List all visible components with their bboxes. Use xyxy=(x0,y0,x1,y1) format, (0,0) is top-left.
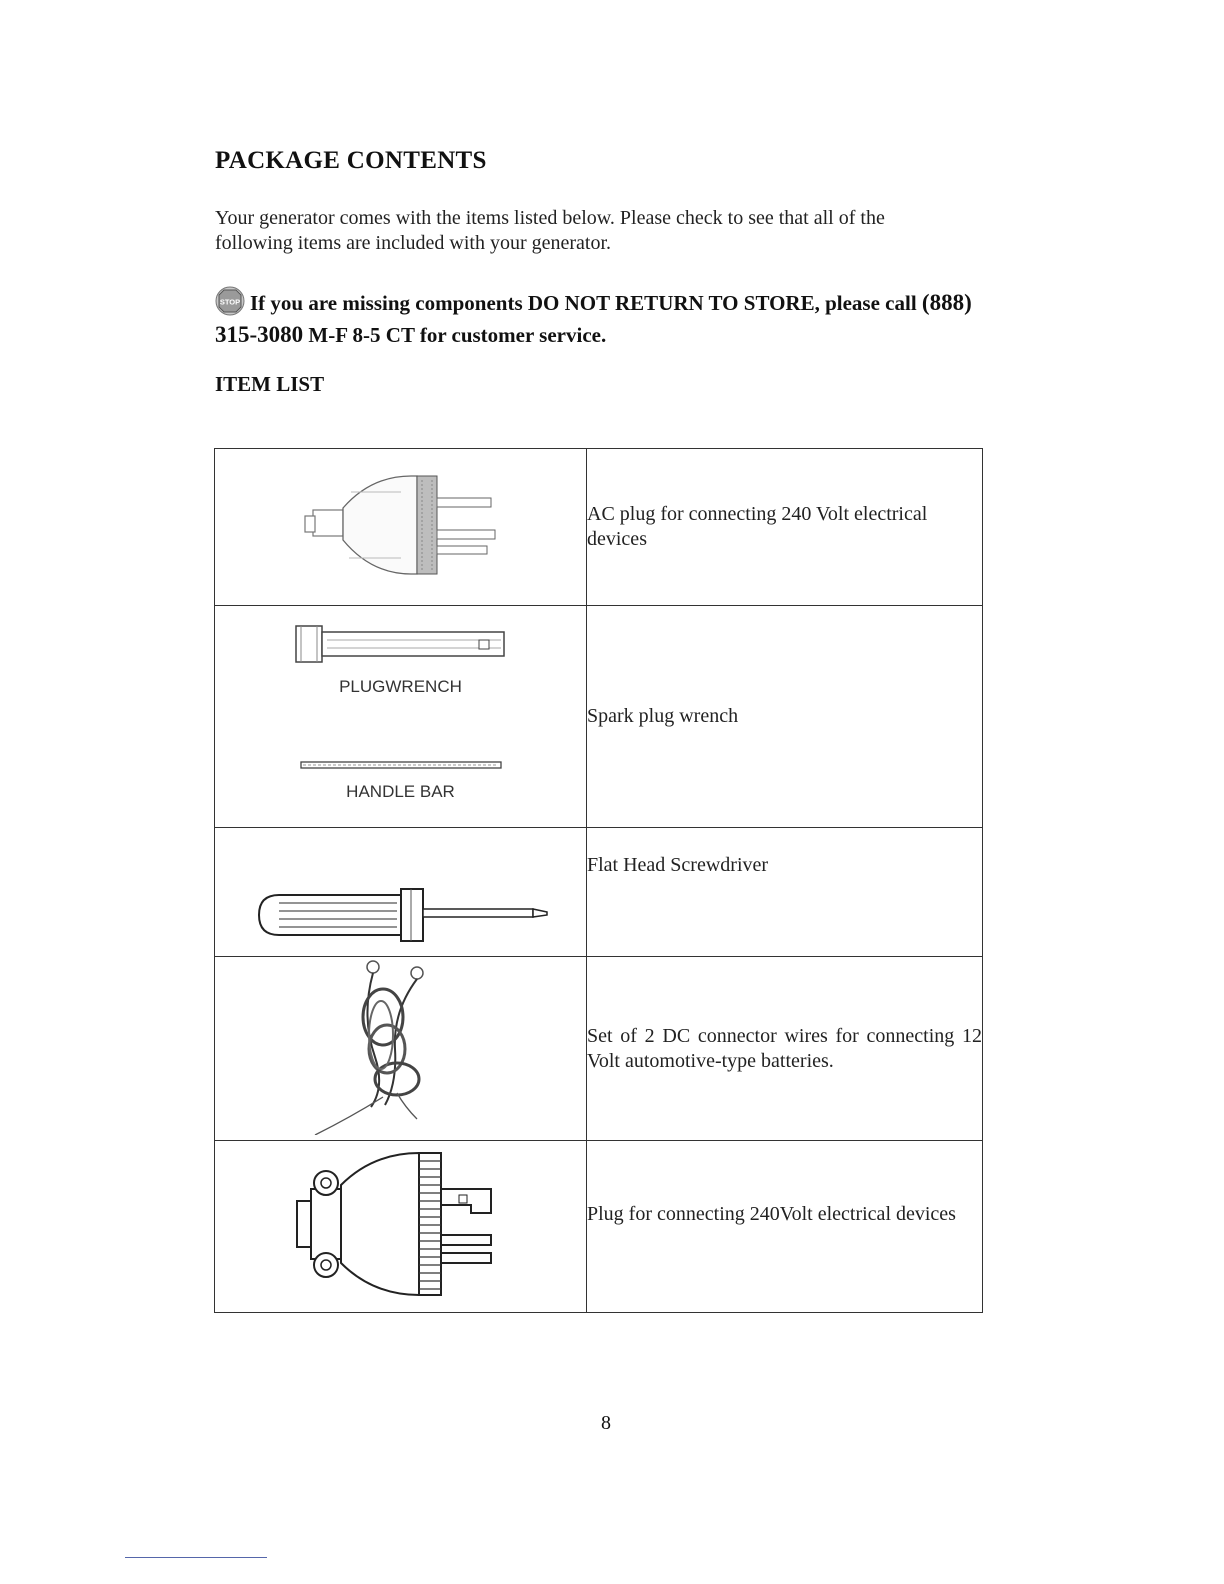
item-description-cell xyxy=(587,606,983,828)
table-row xyxy=(215,449,983,606)
item-image-cell xyxy=(215,957,587,1141)
table-row xyxy=(215,828,983,957)
warning-phone-a: (888) xyxy=(921,290,972,315)
item-description: AC plug for connecting 240 Volt electrical devices xyxy=(587,503,928,550)
item-image-cell xyxy=(215,449,587,606)
plug-240v-icon xyxy=(291,1149,511,1299)
intro-paragraph xyxy=(215,206,995,256)
item-description-cell xyxy=(587,449,983,606)
item-list-table xyxy=(214,448,983,1313)
intro-line-2: following items are included with your generator. xyxy=(215,232,612,254)
item-image-cell xyxy=(215,828,587,957)
svg-text:STOP: STOP xyxy=(219,297,241,307)
item-description: Flat Head Screwdriver xyxy=(587,854,769,876)
item-description: Set of 2 DC connector wires for connecting 12 Volt automotive-type batteries. xyxy=(587,1024,982,1072)
screwdriver-icon xyxy=(251,885,551,945)
page-number: 8 xyxy=(601,1412,611,1434)
plug-wrench-caption: PLUGWRENCH xyxy=(339,677,462,696)
dc-wires-icon xyxy=(301,957,501,1135)
item-image-cell xyxy=(215,606,587,828)
plug-wrench-icon xyxy=(291,620,511,668)
item-description-cell xyxy=(587,957,983,1141)
item-description: Plug for connecting 240Volt electrical devices xyxy=(587,1203,956,1225)
item-list-title: ITEM LIST xyxy=(215,372,325,396)
handle-bar-caption: HANDLE BAR xyxy=(346,782,455,801)
handle-bar-icon xyxy=(291,755,511,775)
page-title: PACKAGE CONTENTS xyxy=(215,147,487,174)
item-description-cell xyxy=(587,1141,983,1313)
warning-text-a: If you are missing components DO NOT RETURN TO STORE, please call xyxy=(250,291,922,315)
missing-components-warning xyxy=(215,286,1015,351)
item-description: Spark plug wrench xyxy=(587,705,739,727)
stop-sign-icon xyxy=(215,286,245,316)
warning-phone-b: 315-3080 xyxy=(215,322,304,347)
item-description-cell xyxy=(587,828,983,957)
intro-line-1: Your generator comes with the items listed below. Please check to see that all of the xyxy=(215,207,885,229)
item-image-cell xyxy=(215,1141,587,1313)
table-row xyxy=(215,957,983,1141)
table-row xyxy=(215,1141,983,1313)
ac-plug-icon xyxy=(291,470,511,580)
footer-rule xyxy=(125,1557,267,1558)
table-row xyxy=(215,606,983,828)
warning-text-b: M-F 8-5 CT for customer service. xyxy=(303,323,607,347)
